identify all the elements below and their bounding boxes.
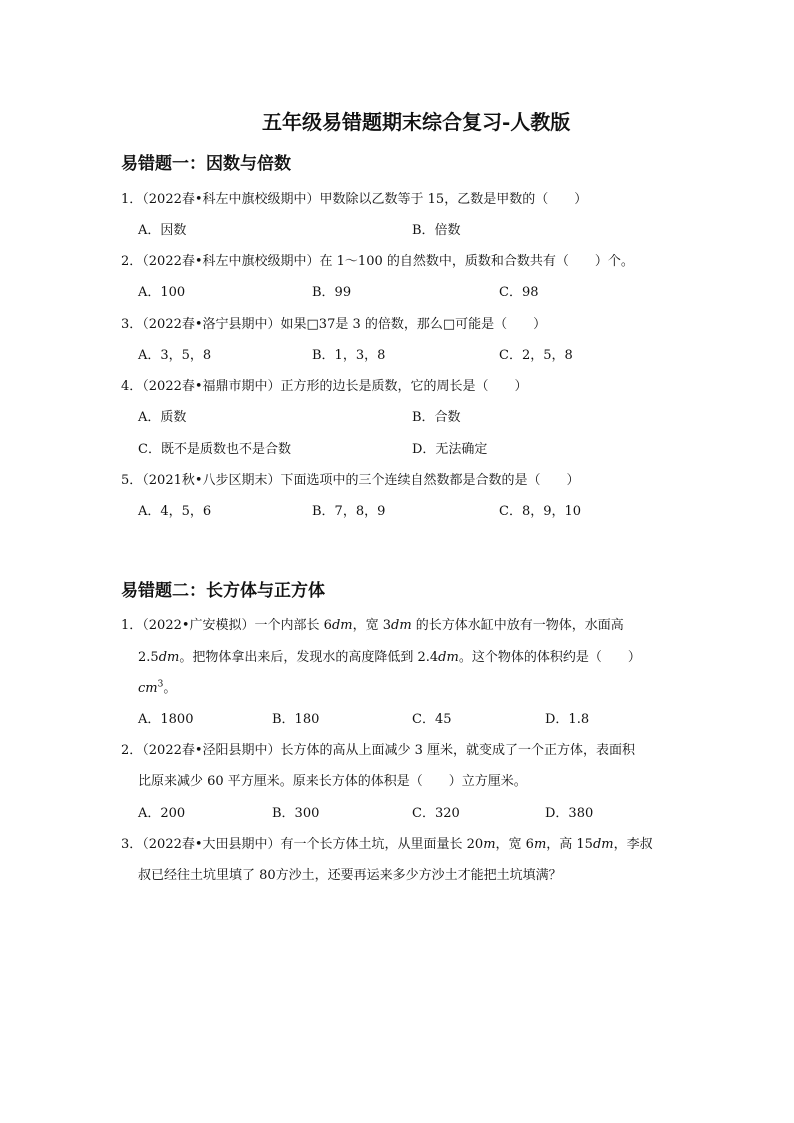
option-1-2-b: B．99	[312, 285, 352, 300]
option-1-4-a: A．质数	[138, 410, 187, 425]
question-2-3-line-1: 3．（2022春•大田县期中）有一个长方体土坑，从里面量长 20m，宽 6m，高 15dm，李叔	[121, 837, 653, 852]
option-1-2-a: A．100	[138, 285, 186, 300]
option-1-3-b: B．1，3，8	[312, 348, 386, 363]
question-2-1-line-3: $cm^3$。	[138, 679, 177, 696]
option-2-1-d: D．1.8	[545, 712, 590, 727]
option-2-2-a: A．200	[138, 806, 186, 821]
section-heading-1: 易错题一：因数与倍数	[121, 154, 291, 174]
question-2-2-line-1: 2．（2022春•泾阳县期中）长方体的高从上面减少 3 厘米，就变成了一个正方体，表面积	[121, 743, 636, 758]
option-1-1-b: B．倍数	[412, 223, 461, 238]
option-2-1-b: B．180	[272, 712, 320, 727]
option-1-3-a: A．3，5，8	[138, 348, 212, 363]
option-1-4-d: D．无法确定	[412, 442, 488, 457]
section-heading-2: 易错题二：长方体与正方体	[121, 581, 325, 601]
question-2-2-line-2: 比原来减少 60 平方厘米。原来长方体的体积是（ ）立方厘米。	[138, 774, 527, 789]
question-2-3-line-2: 叔已经往土坑里填了 80方沙土，还要再运来多少方沙土才能把土坑填满？	[138, 868, 562, 883]
option-1-5-b: B．7，8，9	[312, 504, 386, 519]
question-1-4: 4．（2022春•福鼎市期中）正方形的边长是质数，它的周长是（ ）	[121, 379, 528, 394]
question-1-5: 5．（2021秋•八步区期末）下面选项中的三个连续自然数都是合数的是（ ）	[121, 473, 580, 488]
option-1-2-c: C．98	[499, 285, 539, 300]
option-2-2-c: C．320	[412, 806, 460, 821]
option-1-3-c: C．2，5，8	[499, 348, 573, 363]
question-2-1-line-2: 2.5dm。把物体拿出来后，发现水的高度降低到 2.4dm。这个物体的体积约是（ ）	[138, 650, 641, 665]
option-1-5-a: A．4，5，6	[138, 504, 212, 519]
option-1-1-a: A．因数	[138, 223, 187, 238]
option-1-4-b: B．合数	[412, 410, 461, 425]
option-2-2-d: D．380	[545, 806, 594, 821]
question-1-2: 2．（2022春•科左中旗校级期中）在 1～100 的自然数中，质数和合数共有（ ）个。	[121, 254, 634, 269]
option-2-1-c: C．45	[412, 712, 452, 727]
option-2-2-b: B．300	[272, 806, 320, 821]
question-2-1-line-1: 1．（2022•广安模拟）一个内部长 6dm，宽 3dm 的长方体水缸中放有一物体，水面高	[121, 618, 624, 633]
option-2-1-a: A．1800	[138, 712, 194, 727]
question-1-1: 1．（2022春•科左中旗校级期中）甲数除以乙数等于 15，乙数是甲数的（ ）	[121, 192, 588, 207]
page-title: 五年级易错题期末综合复习-人教版	[262, 110, 571, 134]
option-1-5-c: C．8，9，10	[499, 504, 582, 519]
option-1-4-c: C．既不是质数也不是合数	[138, 442, 291, 457]
question-1-3: 3．（2022春•洛宁县期中）如果□37是 3 的倍数，那么□可能是（ ）	[121, 317, 547, 332]
